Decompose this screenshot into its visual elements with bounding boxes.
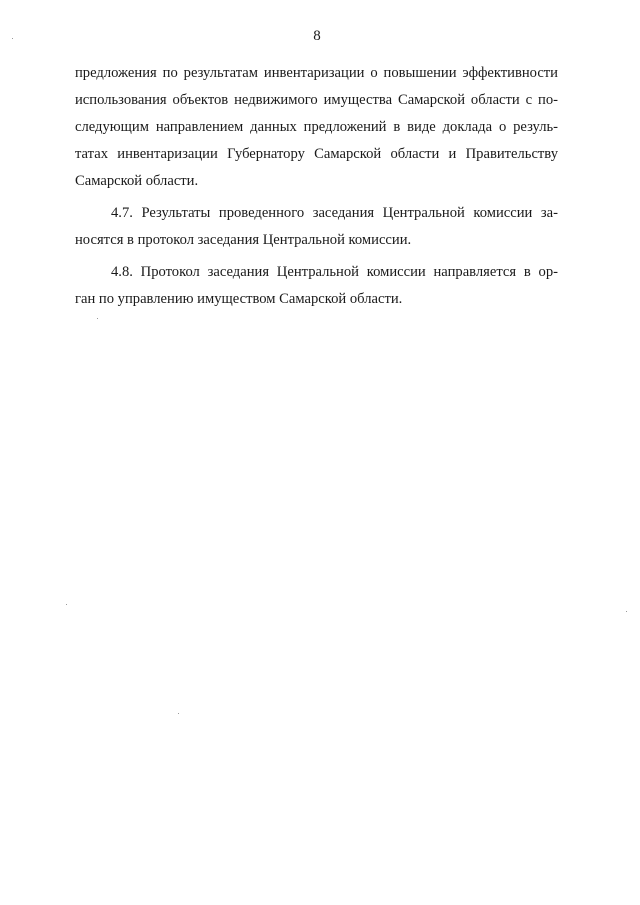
text-line: 4.8. Протокол заседания Центральной комиссии направляется в ор- [111,264,558,280]
scan-speck [97,318,98,319]
text-line: следующим направлением данных предложений в виде доклада о резуль- [75,119,558,135]
paragraph-4-8 [75,259,558,313]
page-number: 8 [313,28,321,44]
scan-speck [178,713,179,714]
text-line: предложения по результатам инвентаризации о повышении эффективности [75,65,558,81]
scan-speck [626,611,627,612]
text-line: татах инвентаризации Губернатору Самарской области и Правительству [75,146,558,162]
text-line: 4.7. Результаты проведенного заседания Центральной комиссии за- [111,205,558,221]
scan-speck [66,604,67,605]
text-line: использования объектов недвижимого имущества Самарской области с по- [75,92,558,108]
document-body [75,60,558,313]
scan-speck [12,38,13,39]
text-line: ган по управлению имуществом Самарской области. [75,291,403,307]
paragraph-4-7 [75,200,558,254]
text-line: Самарской области. [75,173,199,189]
paragraph-continuation [75,60,558,195]
text-line: носятся в протокол заседания Центральной комиссии. [75,232,412,248]
